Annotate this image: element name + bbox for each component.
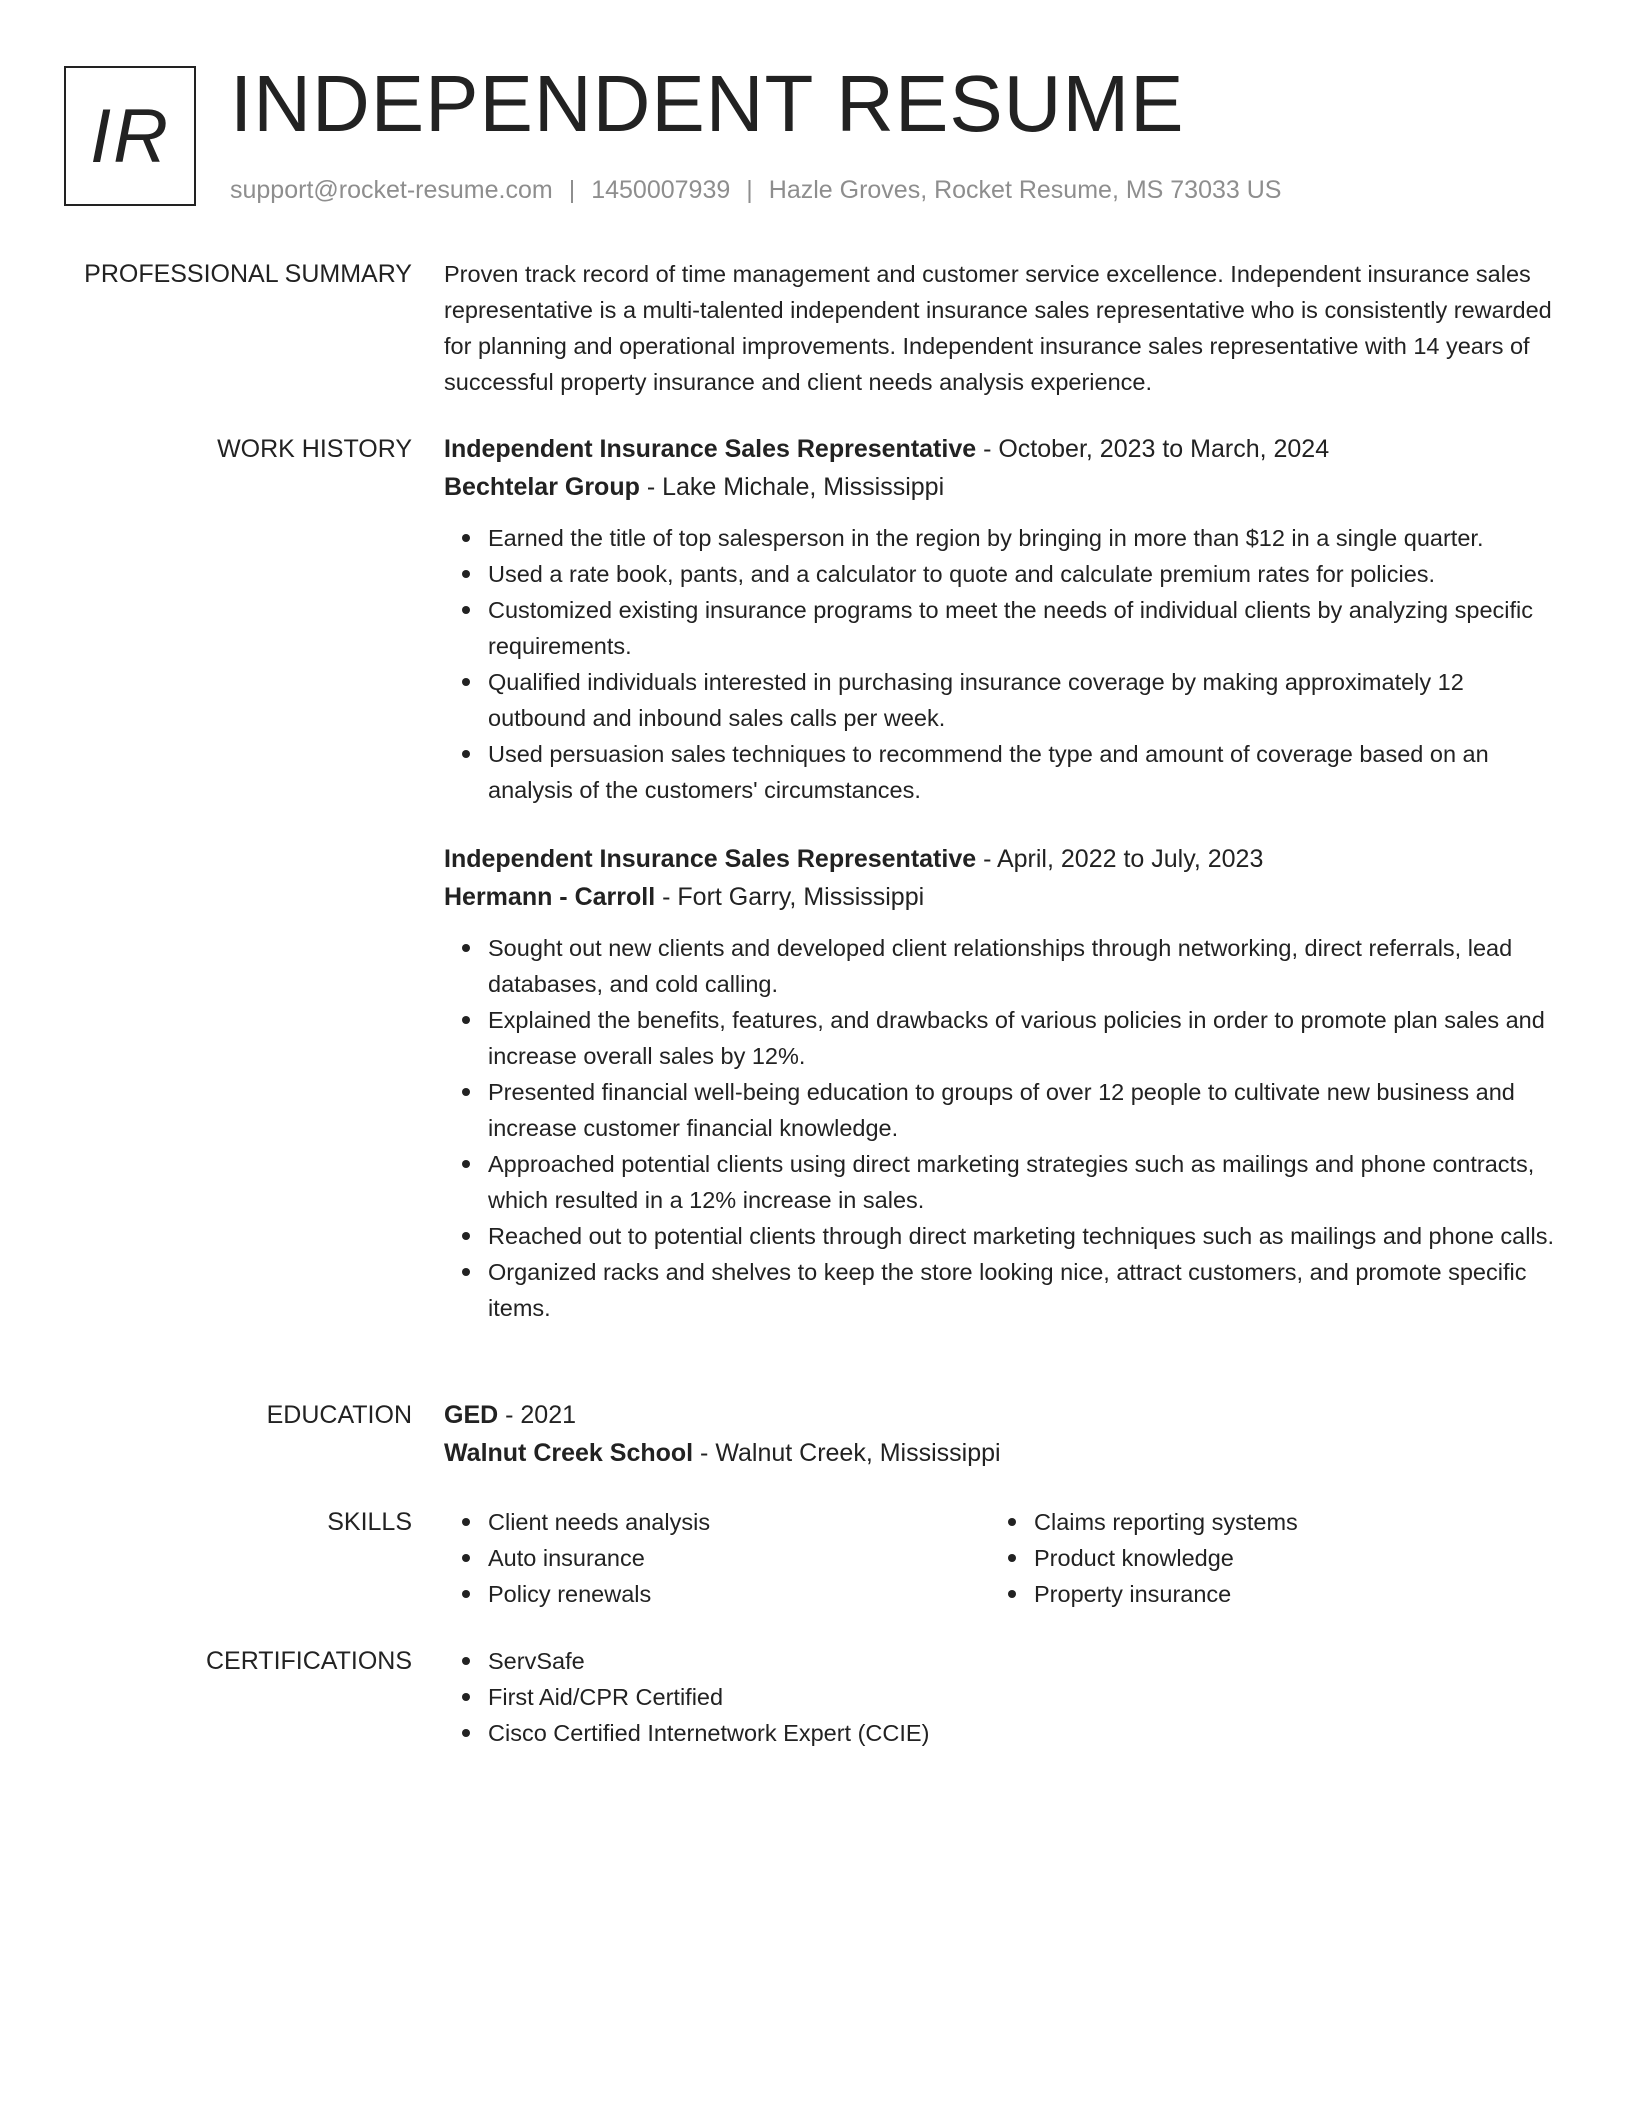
job-dates: - April, 2022 to July, 2023 — [976, 845, 1264, 873]
contact-address: Hazle Groves, Rocket Resume, MS 73033 US — [768, 176, 1282, 204]
job-bullet: Used persuasion sales techniques to recommend the type and amount of coverage based on an analysis of the customers' circumstances. — [488, 736, 1556, 808]
job-bullet: Explained the benefits, features, and drawbacks of various policies in order to promote plan sales and increase overall sales by 12%. — [488, 1002, 1556, 1074]
skills-body — [444, 1504, 1556, 1612]
job-dates: - October, 2023 to March, 2024 — [976, 435, 1330, 463]
job-bullet: Earned the title of top salesperson in the region by bringing in more than $12 in a single quarter. — [488, 520, 1556, 556]
contact-line — [230, 172, 1281, 208]
summary-body — [444, 256, 1556, 400]
section-label-education: EDUCATION — [266, 1401, 412, 1429]
summary-text: Proven track record of time management and customer service excellence. Independent insurance sales representative is a multi-talented independent insurance sales representative who is consistently rewarded for planning and operational improvements. Independent insurance sales representative with 14 years of successful property insurance and client needs analysis experience. — [444, 261, 1552, 395]
certifications-body — [444, 1643, 1556, 1751]
monogram-logo: IR — [64, 66, 196, 206]
contact-email: support@rocket-resume.com — [230, 176, 553, 204]
skill-item: Policy renewals — [488, 1576, 990, 1612]
contact-separator: | — [568, 176, 576, 204]
job-company-line — [444, 878, 1556, 916]
section-label-certifications: CERTIFICATIONS — [205, 1647, 412, 1675]
job-entry — [444, 430, 1556, 808]
education-school-line — [444, 1434, 1556, 1472]
job-bullet: Reached out to potential clients through direct marketing techniques such as mailings and phone calls. — [488, 1218, 1556, 1254]
work-history-body — [444, 430, 1556, 1326]
contact-separator: | — [746, 176, 753, 204]
job-bullet: Qualified individuals interested in purchasing insurance coverage by making approximately 12 outbound and inbound sales calls per week. — [488, 664, 1556, 736]
skill-item: Client needs analysis — [488, 1504, 990, 1540]
certification-item: First Aid/CPR Certified — [488, 1679, 1556, 1715]
education-year: - 2021 — [498, 1401, 577, 1429]
education-location: - Walnut Creek, Mississippi — [693, 1439, 1001, 1467]
skill-item: Property insurance — [1034, 1576, 1536, 1612]
skill-item: Claims reporting systems — [1034, 1504, 1536, 1540]
education-degree: GED — [444, 1401, 499, 1429]
job-title: Independent Insurance Sales Representative — [444, 435, 977, 463]
job-location: - Fort Garry, Mississippi — [655, 883, 925, 911]
section-label-work-history: WORK HISTORY — [217, 435, 412, 463]
job-bullet: Presented financial well-being education to groups of over 12 people to cultivate new business and increase customer financial knowledge. — [488, 1074, 1556, 1146]
section-label-skills: SKILLS — [327, 1508, 412, 1536]
job-title: Independent Insurance Sales Representative — [444, 845, 977, 873]
education-degree-line — [444, 1396, 1556, 1434]
resume-name-heading: INDEPENDENT RESUME — [230, 59, 1185, 148]
skills-column-left — [444, 1504, 990, 1612]
job-location: - Lake Michale, Mississippi — [639, 473, 945, 501]
job-bullet: Customized existing insurance programs to meet the needs of individual clients by analyzing specific requirements. — [488, 592, 1556, 664]
certification-item: Cisco Certified Internetwork Expert (CCIE) — [488, 1715, 1556, 1751]
job-company: Hermann - Carroll — [444, 883, 656, 911]
job-bullet: Used a rate book, pants, and a calculator to quote and calculate premium rates for policies. — [488, 556, 1556, 592]
skills-grid — [444, 1504, 1556, 1612]
skills-list — [444, 1504, 990, 1612]
skill-item: Product knowledge — [1034, 1540, 1536, 1576]
job-entry — [444, 840, 1556, 1326]
certifications-list — [444, 1643, 1556, 1751]
certification-item: ServSafe — [488, 1643, 1556, 1679]
job-bullets — [444, 520, 1556, 808]
education-body — [444, 1396, 1556, 1472]
job-title-line — [444, 840, 1556, 878]
skills-list — [990, 1504, 1536, 1612]
contact-phone: 1450007939 — [591, 176, 731, 204]
section-label-summary: PROFESSIONAL SUMMARY — [84, 260, 412, 288]
job-bullet: Sought out new clients and developed client relationships through networking, direct referrals, lead databases, and cold calling. — [488, 930, 1556, 1002]
skill-item: Auto insurance — [488, 1540, 990, 1576]
job-company: Bechtelar Group — [444, 473, 640, 501]
job-company-line — [444, 468, 1556, 506]
job-bullet: Organized racks and shelves to keep the store looking nice, attract customers, and promote specific items. — [488, 1254, 1556, 1326]
skills-column-right — [990, 1504, 1536, 1612]
job-title-line — [444, 430, 1556, 468]
job-bullets — [444, 930, 1556, 1326]
education-school: Walnut Creek School — [444, 1439, 694, 1467]
job-bullet: Approached potential clients using direct marketing strategies such as mailings and phone contracts, which resulted in a 12% increase in sales. — [488, 1146, 1556, 1218]
